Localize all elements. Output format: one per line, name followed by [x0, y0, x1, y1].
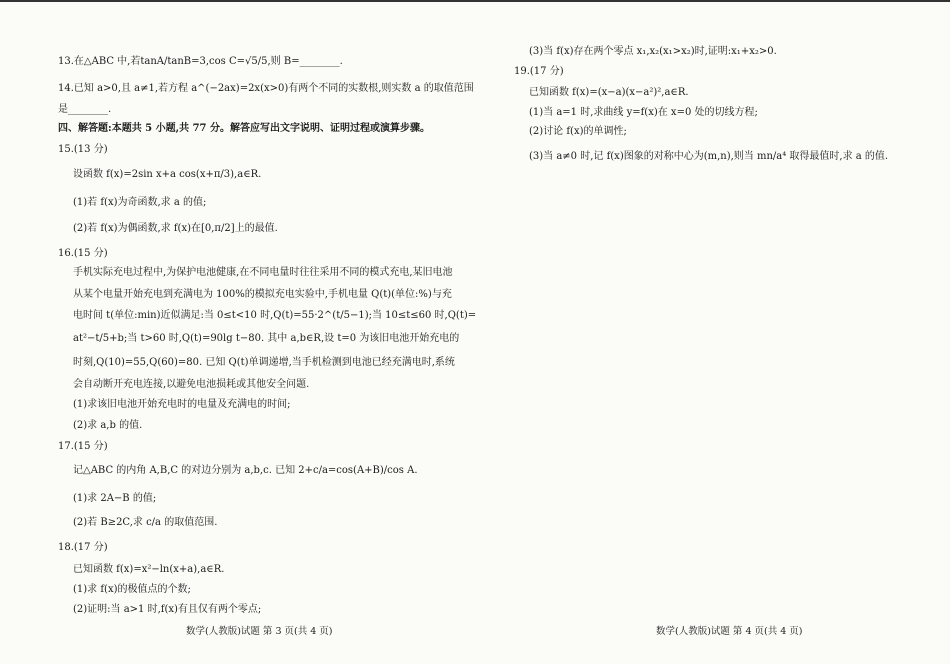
- question-line-q19d: (3)当 a≠0 时,记 f(x)图象的对称中心为(m,n),则当 mn/a⁴ 取得最值时,求 a 的值.: [529, 151, 889, 162]
- question-line-q18a: 已知函数 f(x)=x²−ln(x+a),a∈R.: [73, 564, 225, 575]
- question-line-q18: 18.(17 分): [58, 542, 108, 553]
- question-line-q16f: 会自动断开充电连接,以避免电池损耗或其他安全问题.: [73, 379, 310, 390]
- question-line-q17b: (1)求 2A−B 的值;: [73, 493, 157, 504]
- left-page-footer: 数学(人教版)试题 第 3 页(共 4 页): [186, 626, 333, 637]
- question-line-q16c: 电时间 t(单位:min)近似满足:当 0≤t<10 时,Q(t)=55·2^(t/5−1);当 10≤t≤60 时,Q(t)=: [73, 310, 477, 321]
- top-border-line: [0, 0, 950, 2]
- question-line-q15b: (1)若 f(x)为奇函数,求 a 的值;: [73, 197, 207, 208]
- question-line-q16b: 从某个电量开始充电到充满电为 100%的模拟充电实验中,手机电量 Q(t)(单位:%)与充: [73, 289, 452, 300]
- question-line-q18c: (2)证明:当 a>1 时,f(x)有且仅有两个零点;: [73, 604, 262, 615]
- question-line-q17c: (2)若 B≥2C,求 c/a 的取值范围.: [73, 517, 218, 528]
- question-line-q15a: 设函数 f(x)=2sin x+a cos(x+π/3),a∈R.: [73, 169, 262, 180]
- question-line-q19: 19.(17 分): [514, 66, 564, 77]
- right-page-footer: 数学(人教版)试题 第 4 页(共 4 页): [656, 626, 803, 637]
- question-line-q16: 16.(15 分): [58, 248, 108, 259]
- question-line-q14b: 是________.: [58, 104, 112, 115]
- question-line-q16a: 手机实际充电过程中,为保护电池健康,在不同电量时往往采用不同的模式充电,某旧电池: [73, 267, 453, 278]
- question-line-q15: 15.(13 分): [58, 144, 108, 155]
- question-line-q17: 17.(15 分): [58, 441, 108, 452]
- question-line-q17a: 记△ABC 的内角 A,B,C 的对边分别为 a,b,c. 已知 2+c/a=cos(A+B)/cos A.: [73, 465, 418, 476]
- question-line-q19b: (1)当 a=1 时,求曲线 y=f(x)在 x=0 处的切线方程;: [529, 107, 758, 118]
- question-line-q14a: 14.已知 a>0,且 a≠1,若方程 a^(−2ax)=2x(x>0)有两个不同的实数根,则实数 a 的取值范围: [58, 83, 474, 94]
- question-line-q18d: (3)当 f(x)存在两个零点 x₁,x₂(x₁>x₂)时,证明:x₁+x₂>0.: [529, 46, 777, 57]
- question-line-q13: 13.在△ABC 中,若tanA/tanB=3,cos C=√5/5,则 B=________.: [58, 56, 343, 67]
- question-line-q16g: (1)求该旧电池开始充电时的电量及充满电的时间;: [73, 399, 291, 410]
- question-line-q16e: 时刻,Q(10)=55,Q(60)=80. 已知 Q(t)单调递增,当手机检测到电池已经充满电时,系统: [73, 357, 455, 368]
- question-line-q15c: (2)若 f(x)为偶函数,求 f(x)在[0,π/2]上的最值.: [73, 223, 278, 234]
- question-line-q18b: (1)求 f(x)的极值点的个数;: [73, 584, 191, 595]
- question-line-section4: 四、解答题:本题共 5 小题,共 77 分。解答应写出文字说明、证明过程或演算步骤。: [58, 123, 430, 134]
- question-line-q19a: 已知函数 f(x)=(x−a)(x−a²)²,a∈R.: [529, 87, 689, 98]
- question-line-q19c: (2)讨论 f(x)的单调性;: [529, 126, 627, 137]
- question-line-q16d: at²−t/5+b;当 t>60 时,Q(t)=90lg t−80. 其中 a,b∈R,设 t=0 为该旧电池开始充电的: [73, 333, 460, 344]
- question-line-q16h: (2)求 a,b 的值.: [73, 420, 143, 431]
